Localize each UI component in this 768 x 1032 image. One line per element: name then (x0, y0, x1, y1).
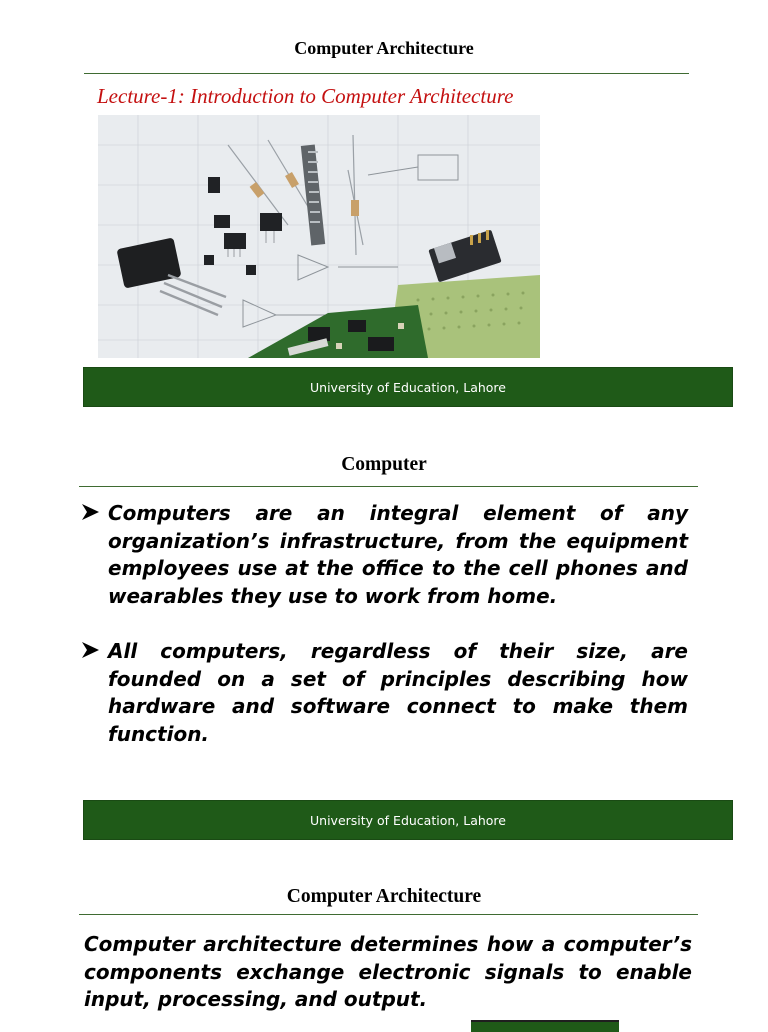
arrowhead-bullet-icon (80, 639, 102, 661)
slide2-divider (79, 486, 698, 487)
slide1-divider (84, 73, 689, 74)
slide2-title: Computer (341, 454, 427, 475)
slide1-header: Computer Architecture (294, 38, 474, 58)
bullet-item (80, 638, 688, 748)
slide3-paragraph: Computer architecture determines how a computer’s components exchange electronic signals to enable input, processing, and output. (84, 932, 692, 1011)
lecture-title: Lecture-1: Introduction to Computer Architecture (97, 84, 514, 108)
slide1-footer-text: University of Education, Lahore (310, 379, 506, 395)
slide2-footer-bar (83, 800, 733, 840)
partial-image-edge (471, 1020, 619, 1032)
slide1-footer-bar (83, 367, 733, 407)
slide3-title: Computer Architecture (286, 886, 482, 907)
arrowhead-bullet-icon (80, 501, 102, 523)
electronics-components-photo (98, 115, 540, 358)
bullet-text: All computers, regardless of their size, are founded on a set of principles describing how hardware and software connect to make them function. (108, 639, 688, 746)
slide3-divider (79, 914, 698, 915)
bullet-item (80, 500, 688, 610)
bullet-text: Computers are an integral element of any organization’s infrastructure, from the equipment employees use at the office to the cell phones and wearables they use to work from home. (108, 501, 688, 608)
slide2-footer-text: University of Education, Lahore (310, 812, 506, 828)
